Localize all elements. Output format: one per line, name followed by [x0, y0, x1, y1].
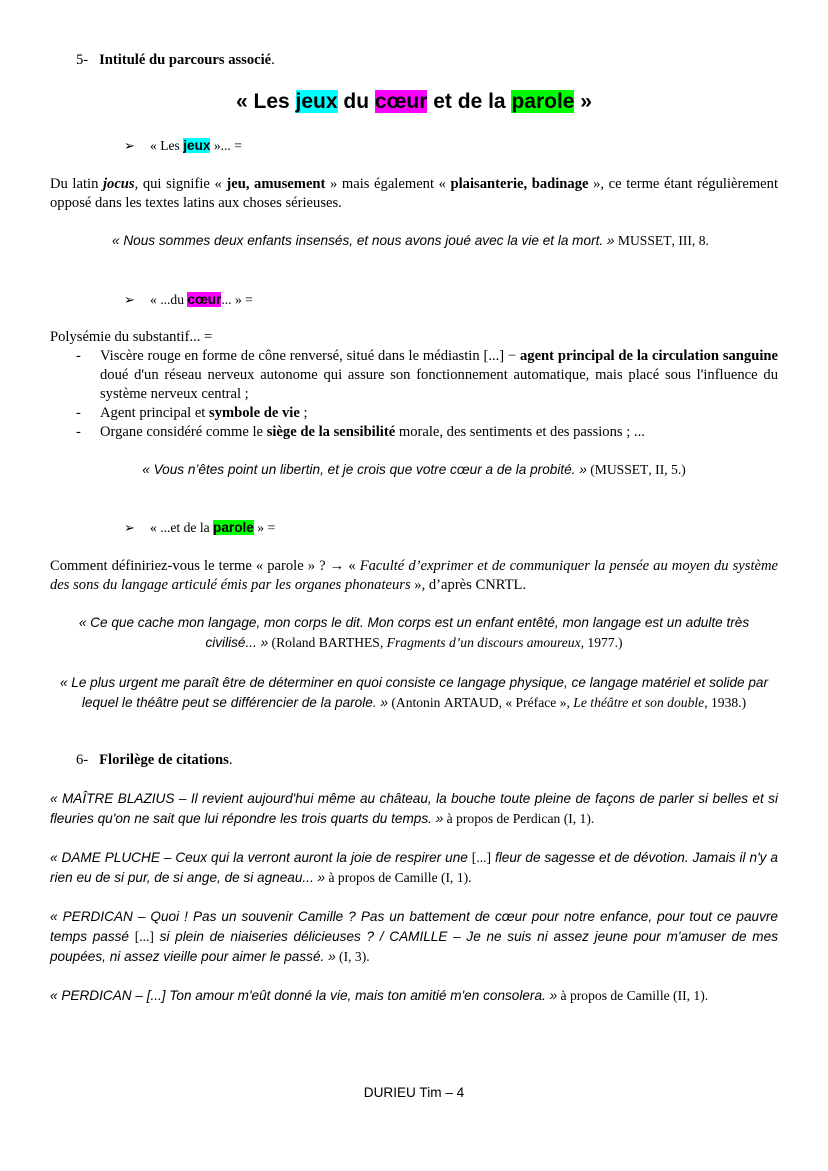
list-item: - Organe considéré comme le siège de la sensibilité morale, des sentiments et des passions ; ... — [76, 424, 645, 440]
subheading-jeux: ➢ « Les jeux »... = — [124, 136, 242, 156]
section-number: 5- — [76, 52, 89, 68]
quote-author: BARTHES — [318, 635, 380, 650]
quote-author: MUSSET — [617, 233, 672, 248]
quote-author: ARTAUD — [443, 695, 499, 710]
arrow-bullet-icon: ➢ — [124, 520, 135, 535]
quote-author: MUSSET — [594, 462, 649, 477]
quote-barthes: « Ce que cache mon langage, mon corps le dit. Mon corps est un enfant entêté, mon langage est un adulte très civilisé... » (Roland BARTHES, Fragments d’un discours amoureux, 1977.) — [78, 615, 750, 650]
arrow-bullet-icon: ➢ — [124, 292, 135, 307]
subheading-parole: ➢ « ...et de la parole » = — [124, 518, 275, 538]
arrow-bullet-icon: ➢ — [124, 138, 135, 153]
coeur-definitions-list — [50, 347, 778, 442]
definition-parole: Comment définiriez-vous le terme « parole » ? → « Faculté d’exprimer et de communiquer la pensée au moyen du système des sons du langage articulé émis par les organes phonateurs », d’après CNRTL. — [50, 558, 778, 593]
section-title: Intitulé du parcours associé — [99, 52, 272, 68]
quote-artaud: « Le plus urgent me paraît être de déterminer en quoi consiste ce langage physique, ce langage matériel et solide par lequel le théâtre peut se différencier de la parole. » (Antonin ARTAUD, « Préface », Le théâtre et son double, 1938.) — [59, 675, 769, 710]
main-title: « Les jeux du cœur et de la parole » — [236, 90, 592, 113]
quote-musset-2: « Vous n’êtes point un libertin, et je crois que votre cœur a de la probité. » (MUSSET, II, 5.) — [142, 462, 686, 477]
citation-perdican-amitie: « PERDICAN – [...] Ton amour m'eût donné la vie, mais ton amitié m'en consolera. » à propos de Camille (II, 1). — [50, 988, 709, 1003]
section-number: 6- — [76, 752, 89, 768]
keyword-coeur: cœur — [374, 90, 428, 113]
citation-perdican-camille: « PERDICAN – Quoi ! Pas un souvenir Camille ? Pas un battement de cœur pour notre enfance, pour tout ce pauvre temps passé [...] si plein de niaiseries délicieuses ? / CAMILLE – Je ne suis ni assez jeune pour m'amuser de mes poupées, ni assez vieille pour aimer le passé. » (I, 3). — [50, 909, 778, 964]
section-5-heading: 5- Intitulé du parcours associé. — [76, 52, 275, 68]
subheading-coeur: ➢ « ...du cœur... » = — [124, 290, 253, 310]
citation-pluche: « DAME PLUCHE – Ceux qui la verront auront la joie de respirer une [...] fleur de sagesse et de dévotion. Jamais il n'y a rien eu de si pur, de si ange, de si agneau... » à propos de Camille (I, 1). — [50, 850, 778, 885]
coeur-intro: Polysémie du substantif... = — [50, 329, 213, 345]
citation-blazius: « MAÎTRE BLAZIUS – Il revient aujourd'hui même au château, la bouche toute pleine de façons de parler si belles et si fleuries qu'on ne sait que lui répondre les trois quarts du temps. » à propos de Perdican (I, 1). — [50, 791, 778, 826]
section-6-heading: 6- Florilège de citations. — [76, 752, 233, 768]
keyword-parole: parole — [511, 90, 575, 113]
quote-musset-1: « Nous sommes deux enfants insensés, et nous avons joué avec la vie et la mort. » MUSSET, III, 8. — [112, 233, 709, 248]
list-item: - Viscère rouge en forme de cône renversé, situé dans le médiastin [...] − agent principal de la circulation sanguine doué d'un réseau nerveux autonome qui assure son fonctionnement automatique, mais placé sous l'influence du système nerveux central ; — [76, 348, 778, 402]
list-item: - Agent principal et symbole de vie ; — [76, 405, 308, 421]
definition-jeux: Du latin jocus, qui signifie « jeu, amusement » mais également « plaisanterie, badinage », ce terme étant régulièrement opposé dans les textes latins aux choses sérieuses. — [50, 176, 778, 211]
section-title: Florilège de citations — [99, 752, 229, 768]
keyword-jeux: jeux — [295, 90, 338, 113]
page-footer: DURIEU Tim – 4 — [363, 1085, 465, 1100]
